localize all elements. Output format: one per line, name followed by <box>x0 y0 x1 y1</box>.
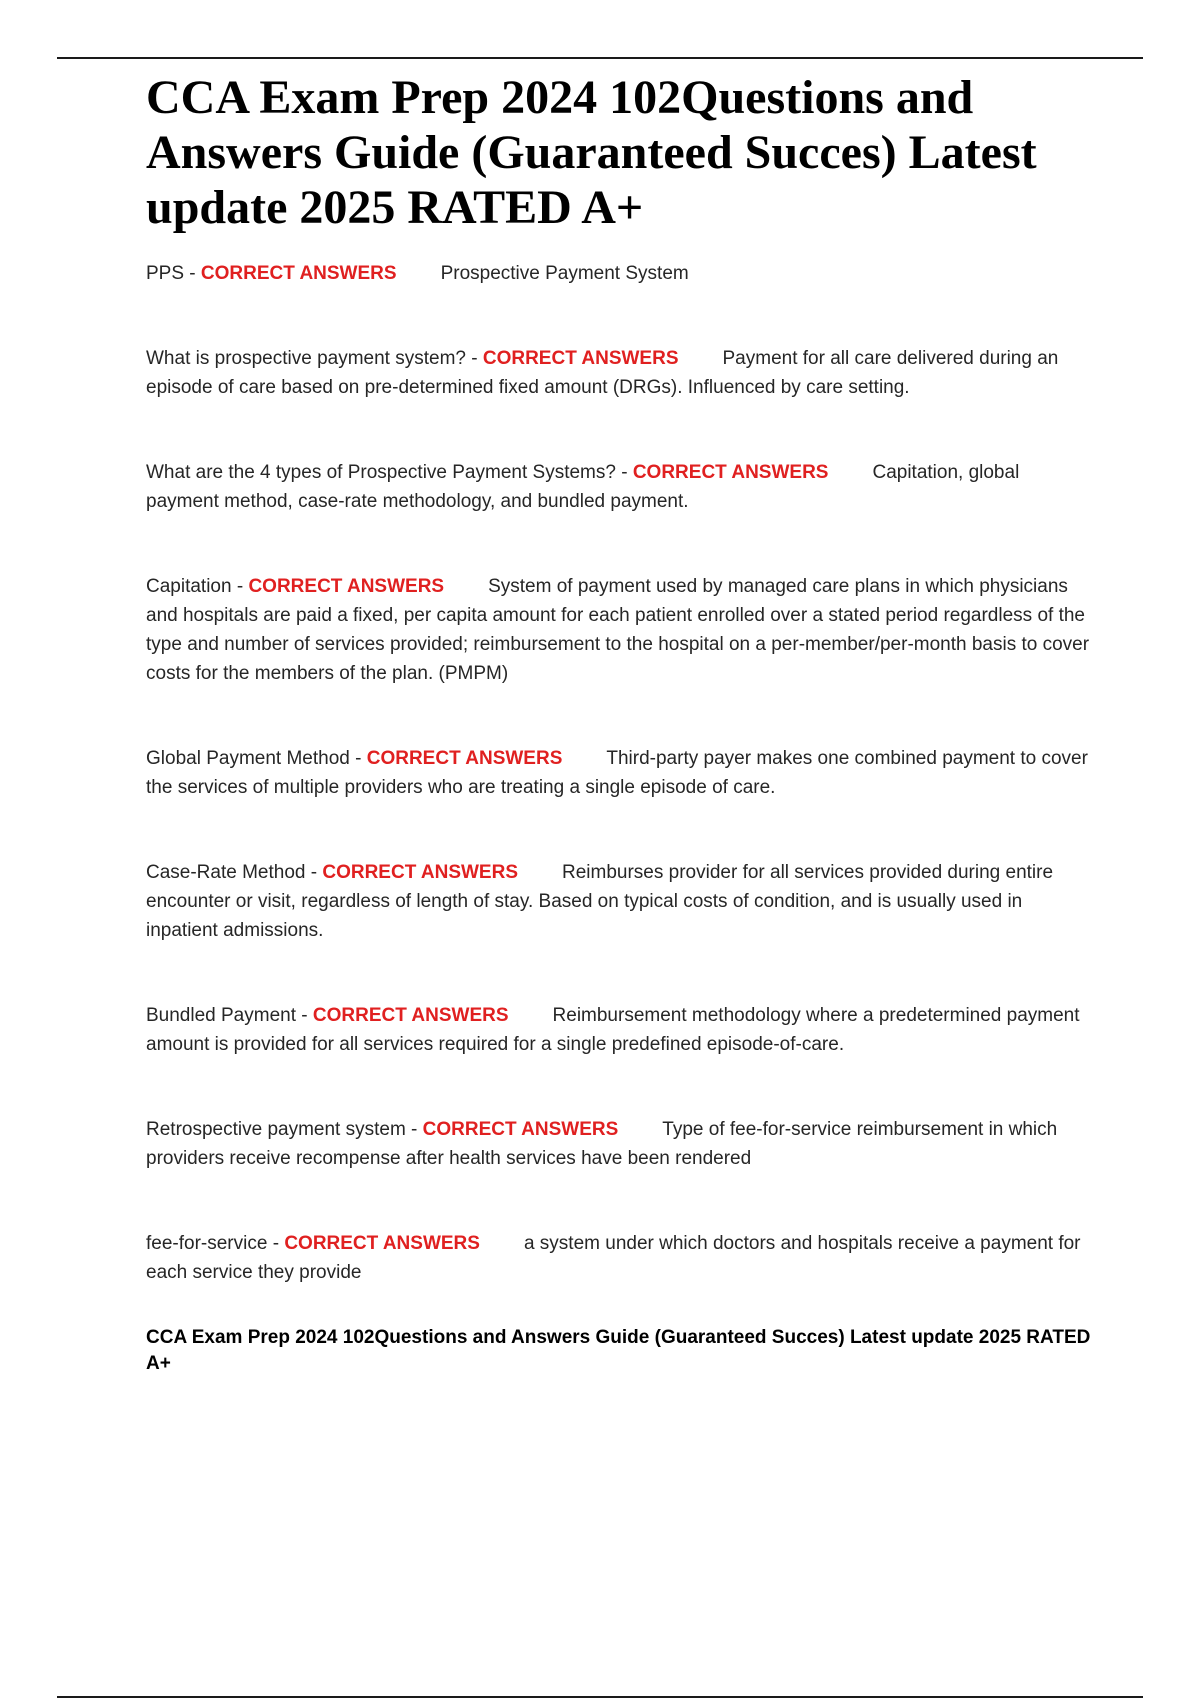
qa-separator: - <box>296 1005 313 1026</box>
qa-item <box>146 744 1096 802</box>
qa-item <box>146 344 1096 402</box>
qa-term: PPS <box>146 263 185 284</box>
qa-answer: Prospective Payment System <box>440 263 689 284</box>
qa-term: What are the 4 types of Prospective Payment Systems? <box>146 462 616 483</box>
qa-list <box>146 259 1096 1287</box>
qa-answer: Payment for all care delivered during an episode of care based on pre-determined fixed amount (DRGs). Influenced by care setting. <box>146 348 1059 398</box>
correct-answers-marker: CORRECT ANSWERS <box>284 1233 480 1254</box>
correct-answers-marker: CORRECT ANSWERS <box>366 748 563 769</box>
qa-term: Global Payment Method <box>146 748 350 769</box>
qa-answer: a system under which doctors and hospitals receive a payment for each service they provide <box>146 1233 1081 1283</box>
qa-separator: - <box>184 263 201 284</box>
correct-answers-marker: CORRECT ANSWERS <box>200 263 397 284</box>
qa-term: What is prospective payment system? <box>146 348 466 369</box>
qa-item <box>146 259 1096 288</box>
qa-term: Retrospective payment system <box>146 1119 406 1140</box>
document-page <box>146 70 1096 1377</box>
qa-separator: - <box>349 748 367 769</box>
qa-term: Capitation <box>146 576 232 597</box>
qa-answer: System of payment used by managed care plans in which physicians and hospitals are paid a fixed, per capita amount for each patient enrolled over a stated period regardless of the type and number of services provided; reimbursement to the hospital on a per-member/per-month basis to cover costs for the members of the plan. (PMPM) <box>146 576 1090 684</box>
qa-answer: Type of fee-for-service reimbursement in which providers receive recompense after health services have been rendered <box>146 1119 1058 1169</box>
qa-item <box>146 458 1096 516</box>
qa-item <box>146 572 1096 688</box>
qa-separator: - <box>615 462 633 483</box>
qa-term: Case-Rate Method <box>146 862 306 883</box>
qa-answer: Third-party payer makes one combined payment to cover the services of multiple providers who are treating a single episode of care. <box>146 748 1088 798</box>
correct-answers-marker: CORRECT ANSWERS <box>632 462 829 483</box>
qa-item <box>146 1115 1096 1173</box>
qa-separator: - <box>305 862 323 883</box>
qa-item <box>146 1001 1096 1059</box>
qa-item <box>146 1229 1096 1287</box>
qa-separator: - <box>231 576 249 597</box>
qa-term: Bundled Payment <box>146 1005 296 1026</box>
qa-separator: - <box>465 348 483 369</box>
correct-answers-marker: CORRECT ANSWERS <box>422 1119 619 1140</box>
footer-title: CCA Exam Prep 2024 102Questions and Answers Guide (Guaranteed Succes) Latest update 2025 RATED A+ <box>146 1327 1091 1374</box>
correct-answers-marker: CORRECT ANSWERS <box>312 1005 509 1026</box>
qa-item <box>146 858 1096 945</box>
qa-separator: - <box>267 1233 285 1254</box>
bottom-rule <box>57 1696 1143 1698</box>
qa-answer: Reimbursement methodology where a predetermined payment amount is provided for all services required for a single predefined episode-of-care. <box>146 1005 1080 1055</box>
correct-answers-marker: CORRECT ANSWERS <box>248 576 445 597</box>
top-rule <box>57 57 1143 59</box>
qa-answer: Capitation, global payment method, case-rate methodology, and bundled payment. <box>146 462 1020 512</box>
page-title: CCA Exam Prep 2024 102Questions and Answers Guide (Guaranteed Succes) Latest update 2025 RATED A+ <box>146 71 1037 234</box>
correct-answers-marker: CORRECT ANSWERS <box>482 348 679 369</box>
qa-separator: - <box>405 1119 423 1140</box>
qa-answer: Reimburses provider for all services provided during entire encounter or visit, regardless of length of stay. Based on typical costs of condition, and is usually used in inpatient admissions. <box>146 862 1054 941</box>
qa-term: fee-for-service <box>146 1233 268 1254</box>
correct-answers-marker: CORRECT ANSWERS <box>322 862 518 883</box>
